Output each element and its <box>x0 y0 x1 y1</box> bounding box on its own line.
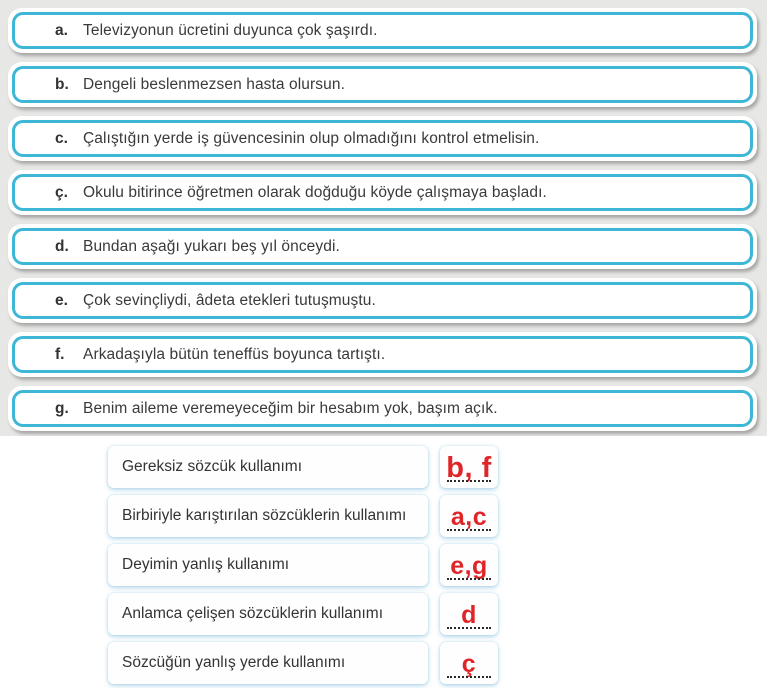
answer-dotted-line <box>447 578 491 580</box>
sentence-box-e-inner <box>12 282 753 319</box>
sentence-label: d. <box>55 237 69 255</box>
sentence-box-a <box>8 8 757 53</box>
sentence-label: ç. <box>55 183 68 201</box>
sentence-text: Dengeli beslenmezsen hasta olursun. <box>83 75 345 93</box>
handwritten-answer: e,g <box>450 552 488 580</box>
sentence-text: Bundan aşağı yukarı beş yıl önceydi. <box>83 237 340 255</box>
sentence-label: a. <box>55 21 68 39</box>
table-row <box>108 446 767 488</box>
handwritten-answer: b, f <box>446 452 492 484</box>
table-row <box>108 544 767 586</box>
sentence-box-d <box>8 224 757 269</box>
answer-dotted-line <box>447 676 491 678</box>
sentence-label: g. <box>55 399 69 417</box>
match-table-section <box>0 436 767 684</box>
sentence-box-c-cedilla <box>8 170 757 215</box>
sentence-text: Benim aileme veremeyeceğim bir hesabım yok, başım açık. <box>83 399 498 417</box>
sentence-box-c <box>8 116 757 161</box>
category-cell: Gereksiz sözcük kullanımı <box>108 446 428 488</box>
category-cell: Anlamca çelişen sözcüklerin kullanımı <box>108 593 428 635</box>
sentence-label: b. <box>55 75 69 93</box>
sentence-box-b-inner <box>12 66 753 103</box>
table-row <box>108 642 767 684</box>
answer-blank-cell <box>440 495 498 537</box>
table-row <box>108 495 767 537</box>
handwritten-answer: d <box>461 601 477 629</box>
answer-dotted-line <box>447 480 491 482</box>
answer-blank-cell <box>440 642 498 684</box>
sentence-text: Televizyonun ücretini duyunca çok şaşırdı. <box>83 21 378 39</box>
sentence-text: Çok sevinçliydi, âdeta etekleri tutuşmuştu. <box>83 291 376 309</box>
sentence-label: f. <box>55 345 65 363</box>
sentence-box-g <box>8 386 757 431</box>
sentence-text: Çalıştığın yerde iş güvencesinin olup olmadığını kontrol etmelisin. <box>83 129 540 147</box>
sentence-text: Okulu bitirince öğretmen olarak doğduğu köyde çalışmaya başladı. <box>83 183 547 201</box>
sentence-box-c-cedilla-inner <box>12 174 753 211</box>
sentence-box-a-inner <box>12 12 753 49</box>
handwritten-answer: ç <box>461 650 477 678</box>
sentence-box-g-inner <box>12 390 753 427</box>
answer-blank-cell <box>440 593 498 635</box>
category-cell: Deyimin yanlış kullanımı <box>108 544 428 586</box>
answer-dotted-line <box>447 627 491 629</box>
sentence-box-f-inner <box>12 336 753 373</box>
answer-blank-cell <box>440 446 498 488</box>
category-cell: Birbiriyle karıştırılan sözcüklerin kullanımı <box>108 495 428 537</box>
handwritten-answer: a,c <box>450 503 488 531</box>
answer-blank-cell <box>440 544 498 586</box>
sentence-box-b <box>8 62 757 107</box>
table-row <box>108 593 767 635</box>
sentence-box-f <box>8 332 757 377</box>
answer-dotted-line <box>447 529 491 531</box>
sentence-label: c. <box>55 129 68 147</box>
sentence-box-d-inner <box>12 228 753 265</box>
sentence-box-e <box>8 278 757 323</box>
category-cell: Sözcüğün yanlış yerde kullanımı <box>108 642 428 684</box>
sentence-label: e. <box>55 291 68 309</box>
sentence-box-c-inner <box>12 120 753 157</box>
sentence-text: Arkadaşıyla bütün teneffüs boyunca tartıştı. <box>83 345 386 363</box>
